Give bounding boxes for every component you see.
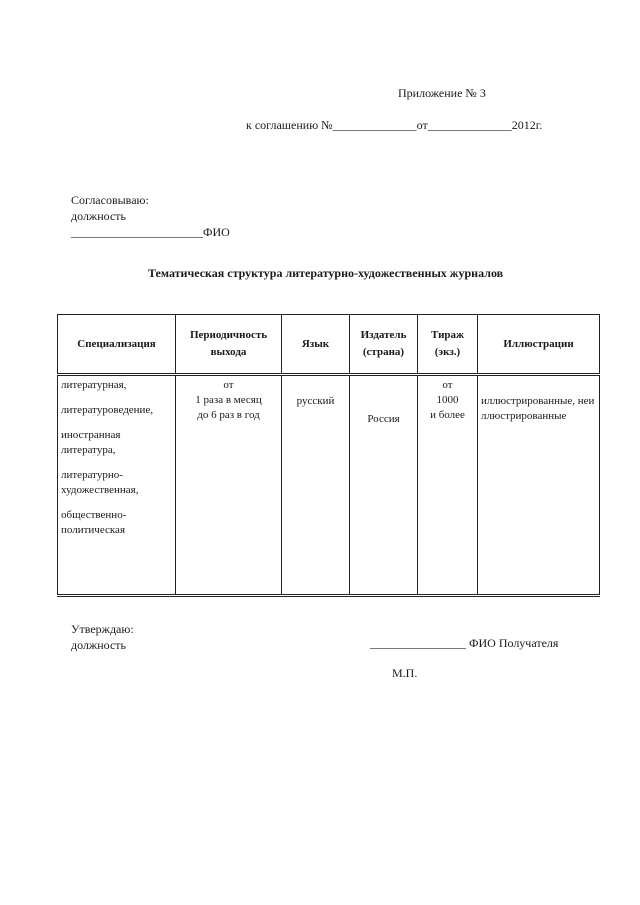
illustrations-cell: иллюстрированные, неиллюстрированные [478, 375, 600, 596]
table-row [58, 375, 600, 596]
periodicity-line: до 6 раз в год [197, 409, 260, 421]
language-cell: русский [282, 375, 350, 596]
agreement-reference: к соглашению №______________от______________2012г. [246, 118, 543, 132]
specialization-item: иностранная литература, [61, 429, 121, 456]
specialization-item: литературная, [61, 379, 127, 391]
recipient-signature-line: ________________ ФИО Получателя [370, 636, 559, 650]
column-header-language: Язык [282, 315, 350, 375]
specialization-item: литературоведение, [61, 404, 154, 416]
approved-label: Утверждаю: [71, 622, 134, 636]
periodicity-line: 1 раза в месяц [195, 394, 262, 406]
column-header-circulation: Тираж (экз.) [418, 315, 478, 375]
circulation-line: от [442, 379, 453, 391]
column-header-publisher: Издатель (страна) [350, 315, 418, 375]
document-heading: Тематическая структура литературно-художественных журналов [148, 266, 504, 280]
specialization-cell [58, 375, 176, 596]
thematic-structure-table [57, 314, 600, 597]
seal-placeholder: М.П. [392, 666, 418, 680]
annex-number: Приложение № 3 [398, 86, 486, 100]
agreed-label: Согласовываю: [71, 193, 149, 207]
column-header-periodicity: Периодичность выхода [176, 315, 282, 375]
position-label: должность [71, 638, 126, 652]
specialization-item: общественно-политическая [61, 509, 127, 536]
circulation-line: и более [430, 409, 465, 421]
position-label: должность [71, 209, 126, 223]
ratification-block [71, 621, 134, 653]
table-header-row [58, 315, 600, 375]
circulation-line: 1000 [436, 394, 459, 406]
approval-block [71, 192, 230, 240]
publisher-cell: Россия [350, 375, 418, 596]
column-header-specialization: Специализация [58, 315, 176, 375]
circulation-cell [418, 375, 478, 596]
periodicity-cell [176, 375, 282, 596]
name-signature-line: ______________________ФИО [71, 225, 230, 239]
column-header-illustrations: Иллюстрации [478, 315, 600, 375]
specialization-item: литературно-художественная, [61, 469, 139, 496]
periodicity-line: от [223, 379, 234, 391]
